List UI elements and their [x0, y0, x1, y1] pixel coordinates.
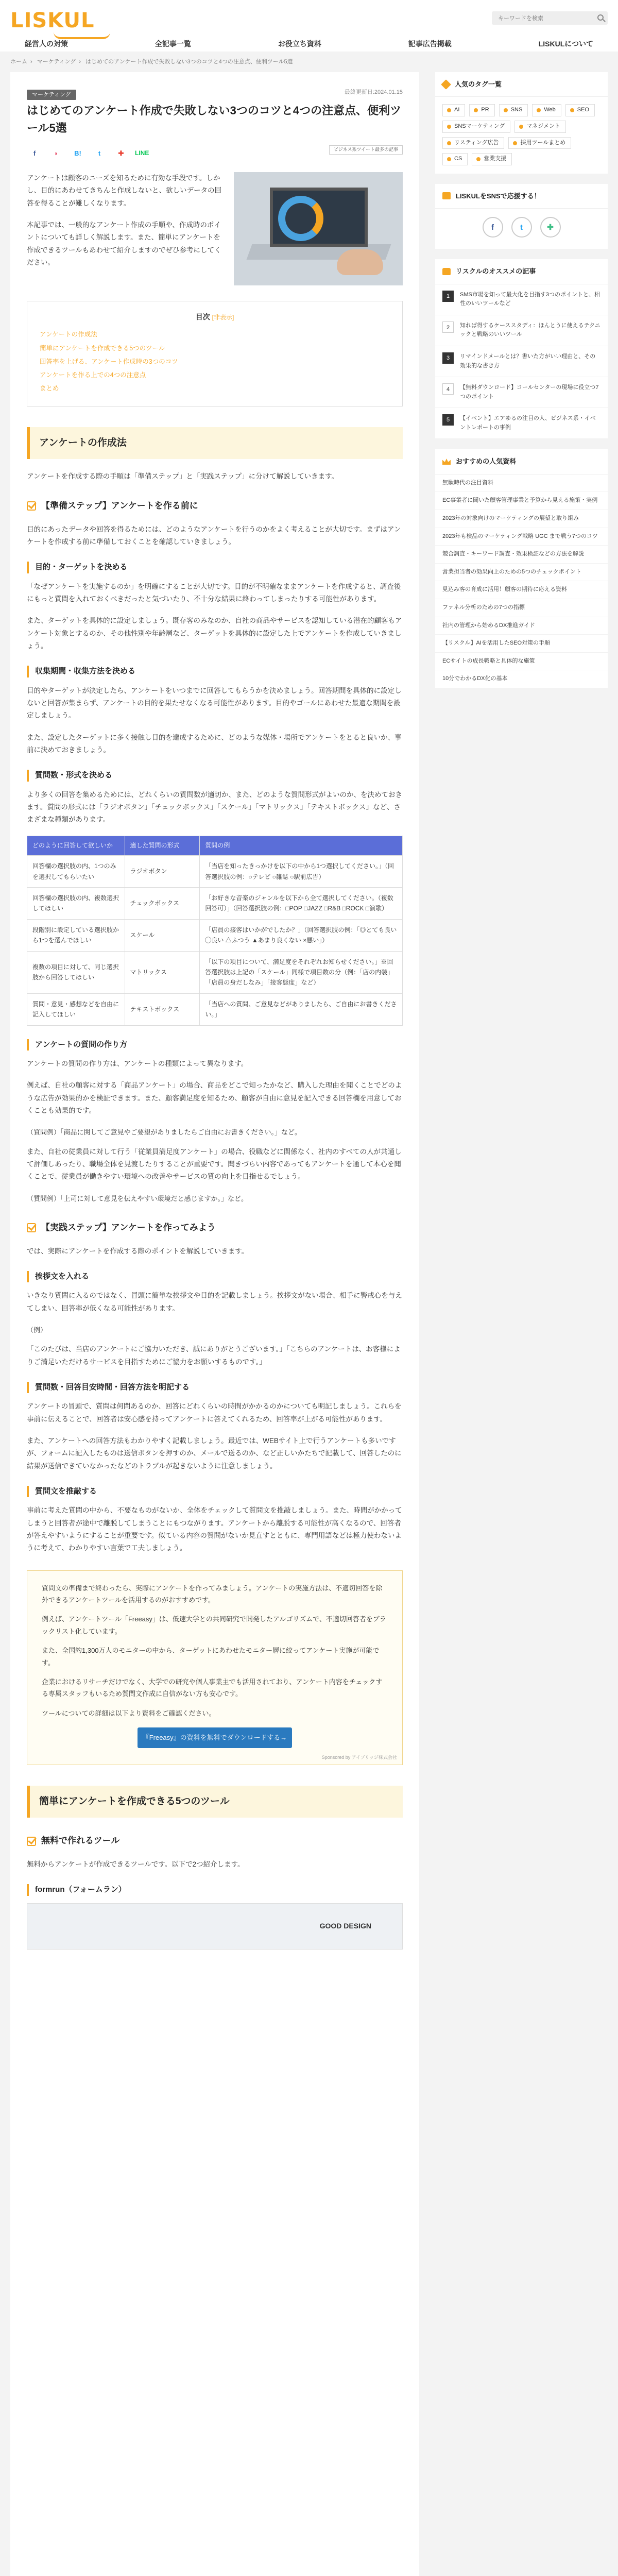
- search-box: [492, 11, 608, 25]
- paragraph: 目的にあったデータや回答を得るためには、どのようなアンケートを行うのかをよく考えることが大切です。まずはアンケートを作成する前に準備しておくことを確認していきましょう。: [27, 525, 401, 546]
- box-paragraph: 例えば、アンケートツール「Freeasy」は、低速大学との共同研究で開発したアルゴリズムで、不適切回答者をブラックリスト化しています。: [42, 1615, 386, 1635]
- hero-laptop-image: [234, 172, 403, 285]
- table-cell: チェックボックス: [125, 888, 200, 920]
- recommended-item[interactable]: 3 リマインドメールとは？書いた方がいい理由と、その効果的な書き方: [435, 346, 608, 377]
- tag-icon: [441, 79, 451, 90]
- table-cell: 「お好きな音楽のジャンルを以下から全て選択してください。（複数回答可）」（回答選択肢の例：□POP □JAZZ □R&B □ROCK □演歌）: [200, 888, 403, 920]
- hatena-share-icon[interactable]: B!: [74, 149, 81, 158]
- popular-documents-widget: おすすめの人気資料 無駄時代の注目資料 EC事業者に聞いた顧客管理事業と予算から見える施策・実例 2023年の対象向けのマーケティングの展望と取り組み 2023年も検品のマーケティング戦略 UGC まで戦う7つのコツ 競合調査・キーワード調査・效果検証などの方法を解説 営業担当者の効果向上のための5つのチェックポイント 見込み客の育成に活用！顧客の期待に応える資料 ファネル分析のための7つの指標 社内の管理から始めるDX推進ガイド 【リスクル】AIを活用したSEO対策の手順 ECサイトの成長戦略と具体的な施策 10分でわかるDX化の基本: [435, 449, 608, 688]
- twitter-follow-icon[interactable]: t: [511, 217, 532, 238]
- table-header: 質問の例: [200, 836, 403, 856]
- paragraph: また、自社の従業員に対して行う「従業員満足度アンケート」の場合、役職などに関係なく、社内のすべての人が共通して評価しあったり、職場全体を見渡したりすることが重要です。聞きづらい内容であってもアンケートを通して本心を聞くことで、従業員が働きやすい環境への改善やサービスの質の向上を目指せるでしょう。: [27, 1147, 402, 1181]
- breadcrumb-category[interactable]: マーケティング: [37, 59, 76, 65]
- toc-toggle[interactable]: [非表示]: [212, 314, 234, 321]
- line-share-button[interactable]: LINE: [135, 149, 149, 157]
- breadcrumb-home[interactable]: ホーム: [10, 59, 27, 65]
- download-cta-button[interactable]: 『Freeasy』の資料を無料でダウンロードする→: [138, 1727, 292, 1748]
- pocket-share-icon[interactable]: ◗: [54, 149, 58, 158]
- paragraph: アンケートを作成する際の手順は「準備ステップ」と「実践ステップ」に分けて解説していきます。: [27, 472, 339, 480]
- twitter-share-icon[interactable]: t: [98, 149, 101, 158]
- table-row: [27, 951, 403, 993]
- table-cell: 「当店を知ったきっかけを以下の中から1つ選択してください。」（回答選択肢の例：○テレビ ○雑誌 ○駅前広告）: [200, 856, 403, 888]
- minor-heading: 挨拶文を入れる: [27, 1271, 403, 1283]
- share-buttons: [27, 145, 403, 162]
- site-header: [0, 0, 618, 52]
- sponsor-credit: Sponsored by アイブリッジ株式会社: [321, 1754, 397, 1760]
- example-quote: （質問例）「上司に対して意見を伝えやすい環境だと感じますか。」など。: [27, 1194, 248, 1202]
- tag-link[interactable]: SNS: [499, 104, 528, 116]
- table-cell: 回答欄の選択肢の内、複数選択してほしい: [27, 888, 125, 920]
- nav-item-documents[interactable]: お役立ち資料: [278, 40, 321, 48]
- category-badge[interactable]: マーケティング: [27, 90, 76, 100]
- global-nav: [10, 36, 608, 52]
- site-logo[interactable]: LISKUL: [10, 9, 95, 32]
- paragraph: より多くの回答を集めるためには、どれくらいの質問数が適切か、また、どのような質問形式がよいのか、を決めておきます。質問の形式には「ラジオボタン」「チェックボックス」「スケール」「マトリックス」「テキストボックス」など、さまざまな種類があります。: [27, 790, 402, 824]
- recommended-item[interactable]: 2 知れば得するケーススタディ：ほんとうに使えるテクニックと戦略のいいツール: [435, 315, 608, 346]
- minor-heading: 収集期間・収集方法を決める: [27, 666, 403, 677]
- paragraph: 目的やターゲットが決定したら、アンケートをいつまでに回答してもらうかを決めましょう。回答期間を具体的に設定しないと回答が集まらず、アンケートの目的を果たせなくなる可能性があります。目的やゴールにあわせた最適な期間を設定しましょう。: [27, 686, 402, 720]
- paragraph: 無料からアンケートが作成できるツールです。以下で2つ紹介します。: [27, 1860, 245, 1868]
- popular-document-link[interactable]: ファネル分析のための7つの指標: [435, 599, 608, 617]
- paragraph: 事前に考えた質問の中から、不要なものがないか、全体をチェックして質問文を推敲しましょう。また、時間がかかってしまうと回答者が途中で離脱してしまうことにもつながります。アンケートから離脱する可能性が高くなるので、回答者が答えやすいようにすることが重要です。似ている内容の質問がないか見直すとともに、専門用語などは極力使わないように考えて、わかりやすい言葉で工夫しましょう。: [27, 1506, 402, 1552]
- table-cell: スケール: [125, 919, 200, 951]
- popular-document-link[interactable]: 2023年も検品のマーケティング戦略 UGC まで戦う7つのコツ: [435, 528, 608, 546]
- tag-link[interactable]: マネジメント: [514, 121, 566, 133]
- table-cell: 回答欄の選択肢の内、1つのみを選択してもらいたい: [27, 856, 125, 888]
- table-row: [27, 993, 403, 1025]
- toc-item[interactable]: アンケートを作る上での4つの注意点: [40, 371, 146, 379]
- formrun-screenshot: [27, 1903, 403, 1950]
- table-cell: 複数の項目に対して、同じ選択肢から回答してほしい: [27, 951, 125, 993]
- popular-tags-widget: 人気のタグ一覧 AI PR SNS Web SEO SNSマーケティング マネジメント リスティング広告 採用ツールまとめ CS 営業支援: [435, 72, 608, 174]
- tag-link[interactable]: Web: [532, 104, 561, 116]
- box-paragraph: 企業におけるリサーチだけでなく、大学での研究や個人事業主でも活用されており、アンケート内容をチェックする専属スタッフもいるため質問文作成に自信がない方も安心です。: [42, 1677, 383, 1698]
- tag-link[interactable]: 営業支援: [472, 153, 512, 165]
- nav-item-all-articles[interactable]: 全記事一覧: [154, 40, 191, 48]
- table-cell: 段階別に設定している選択肢から1つを選んでほしい: [27, 919, 125, 951]
- toc-title: 目次 [非表示]: [195, 313, 234, 321]
- post-date: 最終更新日:2024.01.15: [344, 89, 403, 95]
- sns-follow-widget: LISKULをSNSで応援する！ f t ✚: [435, 184, 608, 249]
- recommended-widget: リスクルのオススメの記事 1 SMS市場を知って最大化を目指す3つのポイントと、相性のいいツールなど 2 知れば得するケーススタディ：ほんとうに使えるテクニックと戦略のいいツール 3 リマインドメールとは？書いた方がいい理由と、その効果的な書き方 4 【無料ダウンロード】コールセンターの現場に役立つ7つのポイント 5 【イベント】エアゆるの注目の人、ビジネス系・イベントレポートの事例: [435, 259, 608, 439]
- paragraph: また、アンケートへの回答方法もわかりやすく記載しましょう。最近では、WEBサイト上で行うアンケートも多いですが、フォームに記入したものは送信ボタンを押すのか、メールで送るのか、など正しいかたちで記載して、回答したのに結果が送信できていなかったなどのトラブルが起きないように注意しましょう。: [27, 1436, 402, 1470]
- subsection-heading: 【実践ステップ】アンケートを作ってみよう: [27, 1220, 403, 1236]
- example-quote: 「このたびは、当店のアンケートにご協力いただき、誠にありがとうございます。」「こちらのアンケートは、お客様によりご満足いただけるサービスを目指すためにご協力をお願いするものです。」: [27, 1345, 401, 1366]
- sponsored-box: [27, 1570, 403, 1766]
- paragraph: また、設定したターゲットに多く接触し目的を達成するために、どのような媒体・場所でアンケートをとると良いか、事前に決めておきましょう。: [27, 733, 402, 754]
- breadcrumb: ホーム › マーケティング › はじめてのアンケート作成で失敗しない3つのコツと4つの注意点、便利ツール5選: [10, 59, 293, 65]
- popular-document-link[interactable]: ECサイトの成長戦略と具体的な施策: [435, 653, 608, 671]
- popular-document-link[interactable]: 営業担当者の効果向上のための5つのチェックポイント: [435, 564, 608, 582]
- crown-icon: [442, 459, 451, 465]
- popular-document-link[interactable]: 見込み客の育成に活用！顧客の期待に応える資料: [435, 581, 608, 599]
- recommended-item[interactable]: 1 SMS市場を知って最大化を目指す3つのポイントと、相性のいいツールなど: [435, 284, 608, 315]
- section-heading: 簡単にアンケートを作成できる5つのツール: [27, 1786, 403, 1818]
- article-main: [10, 72, 419, 2576]
- recommended-item[interactable]: 5 【イベント】エアゆるの注目の人、ビジネス系・イベントレポートの事例: [435, 408, 608, 439]
- facebook-share-icon[interactable]: f: [33, 149, 36, 158]
- paragraph: アンケートの冒頭で、質問は何問あるのか、回答にどれくらいの時間がかかるのかについても明記しましょう。これらを事前に伝えることで、回答者は安心感を持ってアンケートに答えてくれるため、回答率が上がる可能性があります。: [27, 1402, 402, 1423]
- box-paragraph: ツールについての詳細は以下より資料をご確認ください。: [42, 1709, 216, 1717]
- tag-link[interactable]: SNSマーケティング: [442, 121, 510, 133]
- example-label: （例）: [27, 1326, 47, 1334]
- feedly-follow-icon[interactable]: ✚: [540, 217, 561, 238]
- like-icon: [442, 268, 451, 275]
- table-row: [27, 856, 403, 888]
- example-quote: （質問例）「商品に関してご意見やご要望がありましたらご自由にお書きください。」など。: [27, 1128, 302, 1137]
- search-input[interactable]: [492, 12, 608, 25]
- toc-item[interactable]: まとめ: [40, 385, 59, 393]
- tag-link[interactable]: 採用ツールまとめ: [508, 137, 571, 149]
- rank-badge: 1: [442, 291, 454, 302]
- paragraph: また、ターゲットを具体的に設定しましょう。既存客のみなのか、自社の商品やサービスを認知している潜在的顧客もアンケート対象とするのか、その他性別や年齢層など、ターゲットを具体的に設定した上でアンケートを作成していきましょう。: [27, 617, 402, 650]
- minor-heading: アンケートの質問の作り方: [27, 1039, 403, 1051]
- popular-document-link[interactable]: 社内の管理から始めるDX推進ガイド: [435, 617, 608, 635]
- rank-badge: 4: [442, 383, 454, 395]
- intro-paragraph-1: アンケートは顧客のニーズを知るために有効な手段です。しかし、目的にあわせてきちんと作成しないと、欲しいデータの回答を得ることが難しくなります。: [27, 174, 221, 207]
- sidebar: [435, 72, 608, 699]
- box-paragraph: また、全国約1,300万人のモニターの中から、ターゲットにあわせたモニター層に絞ってアンケート実施が可能です。: [42, 1647, 380, 1667]
- tag-link[interactable]: CS: [442, 153, 468, 165]
- page-title: はじめてのアンケート作成で失敗しない3つのコツと4つの注意点、便利ツール5選: [27, 104, 402, 135]
- rank-badge: 2: [442, 321, 454, 333]
- subsection-heading: 無料で作れるツール: [27, 1833, 403, 1849]
- minor-heading: 目的・ターゲットを決める: [27, 562, 403, 573]
- breadcrumb-current: はじめてのアンケート作成で失敗しない3つのコツと4つの注意点、便利ツール5選: [85, 59, 293, 65]
- table-header: 適した質問の形式: [125, 836, 200, 856]
- check-icon: [27, 1837, 36, 1846]
- toc-item[interactable]: 簡単にアンケートを作成できる5つのツール: [40, 344, 165, 352]
- table-cell: テキストボックス: [125, 993, 200, 1025]
- section-heading: アンケートの作成法: [27, 427, 403, 459]
- table-header: どのように回答して欲しいか: [27, 836, 125, 856]
- search-icon[interactable]: [597, 14, 604, 21]
- table-cell: 質問・意見・感想などを自由に記入してほしい: [27, 993, 125, 1025]
- popular-document-link[interactable]: 10分でわかるDX化の基本: [435, 670, 608, 688]
- minor-heading: 質問数・回答目安時間・回答方法を明記する: [27, 1382, 403, 1394]
- recommended-item[interactable]: 4 【無料ダウンロード】コールセンターの現場に役立つ7つのポイント: [435, 377, 608, 408]
- minor-heading: 質問数・形式を決める: [27, 770, 403, 782]
- intro-paragraph-2: 本記事では、一般的なアンケート作成の手順や、作成時のポイントについても詳しく解説します。また、簡単にアンケートを作成できるツールもあわせて紹介しますのでぜひ参考にしてください。: [27, 221, 221, 266]
- check-icon: [27, 1223, 36, 1232]
- table-cell: マトリックス: [125, 951, 200, 993]
- tweet-badge: ビジネス系ツイート最多の記事: [329, 145, 403, 155]
- paragraph: 「なぜアンケートを実施するのか」を明確にすることが大切です。目的が不明確なままアンケートを作成すると、調査後にもっと質問を入れておくべきだったと気づいたり、不十分な結果に終わってしまったりする可能性があります。: [27, 582, 401, 603]
- check-icon: [27, 501, 36, 511]
- paragraph: 例えば、自社の顧客に対する「商品アンケート」の場合、商品をどこで知ったかなど、購入した理由を聞くことでどのような広告が効果的かを検証できます。また、顧客満足度を知るため、顧客が自由に意見を記入できる回答欄を用意しておくことも効果的です。: [27, 1081, 402, 1114]
- facebook-follow-icon[interactable]: f: [483, 217, 503, 238]
- table-cell: 「店員の接客はいかがでしたか？」（回答選択肢の例：「◎とても良い ◯良い △ふつう ▲あまり良くない ×悪い」）: [200, 919, 403, 951]
- nav-item-advertising[interactable]: 記事広告掲載: [408, 40, 452, 48]
- minor-heading: 質問文を推敲する: [27, 1486, 403, 1498]
- popular-document-link[interactable]: 2023年の対象向けのマーケティングの展望と取り組み: [435, 510, 608, 528]
- tag-link[interactable]: SEO: [565, 104, 595, 116]
- minor-heading: formrun（フォームラン）: [27, 1884, 403, 1896]
- table-of-contents: [27, 301, 403, 406]
- table-row: [27, 888, 403, 920]
- table-cell: 「当店への質問、ご意見などがありましたら、ご自由にお書きください。」: [200, 993, 403, 1025]
- nav-item-management[interactable]: 経営人の対策: [25, 40, 68, 48]
- tag-link[interactable]: AI: [442, 104, 465, 116]
- paragraph: では、実際にアンケートを作成する際のポイントを解説していきます。: [27, 1247, 249, 1255]
- table-row: [27, 919, 403, 951]
- popular-document-link[interactable]: 【リスクル】AIを活用したSEO対策の手順: [435, 635, 608, 653]
- paragraph: いきなり質問に入るのではなく、冒頭に簡単な挨拶文や目的を記載しましょう。挨拶文がない場合、相手に警戒心を与えてしまい、回答率が低くなる可能性があります。: [27, 1292, 402, 1312]
- popular-document-link[interactable]: 競合調査・キーワード調査・效果検証などの方法を解説: [435, 546, 608, 564]
- tag-link[interactable]: PR: [469, 104, 494, 116]
- rank-badge: 3: [442, 352, 454, 364]
- nav-item-about[interactable]: LISKULについて: [538, 40, 593, 48]
- popular-document-link[interactable]: EC事業者に聞いた顧客管理事業と予算から見える施策・実例: [435, 492, 608, 510]
- good-design-logo: GOOD DESIGN: [319, 1922, 371, 1930]
- box-paragraph: 質問文の準備まで終わったら、実際にアンケートを作ってみましょう。アンケートの実施方法は、不適切回答を除外できるアンケートツールを活用するのがおすすめです。: [42, 1584, 383, 1604]
- toc-item[interactable]: 回答率を上げる、アンケート作成時の3つのコツ: [40, 358, 178, 365]
- toc-item[interactable]: アンケートの作成法: [40, 331, 97, 338]
- paragraph: アンケートの質問の作り方は、アンケートの種類によって異なります。: [27, 1060, 248, 1068]
- table-cell: 「以下の項目について、満足度をそれぞれお知らせください。」※回答選択肢は上記の「スケール」同様で項目数の分（例：「店の内装」「店員の身だしなみ」「接客態度」など）: [200, 951, 403, 993]
- table-cell: ラジオボタン: [125, 856, 200, 888]
- popular-document-link[interactable]: 無駄時代の注目資料: [435, 474, 608, 493]
- question-format-table: [27, 836, 403, 1026]
- rank-badge: 5: [442, 414, 454, 426]
- feedly-share-icon[interactable]: ✚: [118, 149, 124, 158]
- thumbs-up-icon: [442, 192, 451, 199]
- tag-link[interactable]: リスティング広告: [442, 137, 504, 149]
- subsection-heading: 【準備ステップ】アンケートを作る前に: [27, 498, 403, 514]
